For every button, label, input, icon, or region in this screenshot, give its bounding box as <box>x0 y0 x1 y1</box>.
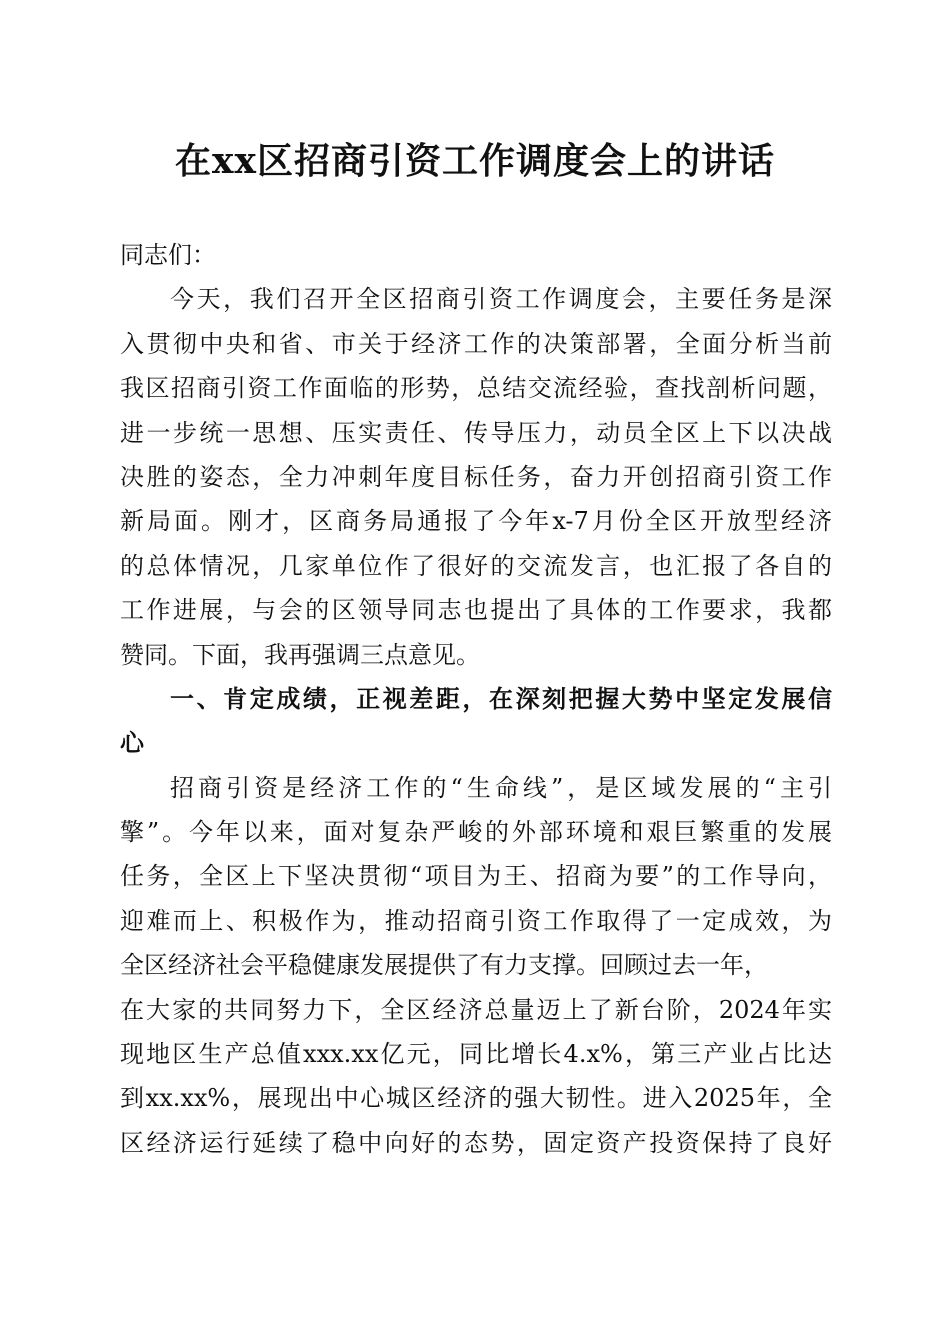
paragraph-1-line-5: 决胜的姿态，全力冲刺年度目标任务，奋力开创招商引资工作 <box>120 462 832 491</box>
paragraph-1-line-4: 进一步统一思想、压实责任、传导压力，动员全区上下以决战 <box>120 418 832 447</box>
paragraph-2-line-9: 区经济运行延续了稳中向好的态势，固定资产投资保持了良好 <box>120 1128 832 1157</box>
paragraph-1-line-2: 入贯彻中央和省、市关于经济工作的决策部署，全面分析当前 <box>120 329 832 358</box>
document-body <box>120 233 832 1165</box>
paragraph-1-line-7: 的总体情况，几家单位作了很好的交流发言，也汇报了各自的 <box>120 551 832 580</box>
paragraph-2-line-5: 全区经济社会平稳健康发展提供了有力支撑。回顾过去一年， <box>120 951 768 980</box>
paragraph-1-line-6: 新局面。刚才，区商务局通报了今年x-7月份全区开放型经济 <box>120 507 832 536</box>
paragraph-2-line-4: 迎难而上、积极作为，推动招商引资工作取得了一定成效，为 <box>120 906 832 935</box>
paragraph-1-line-3: 我区招商引资工作面临的形势，总结交流经验，查找剖析问题， <box>120 374 832 403</box>
paragraph-1-line-8: 工作进展，与会的区领导同志也提出了具体的工作要求，我都 <box>120 596 832 625</box>
section-heading-1-line-2: 心 <box>120 729 144 758</box>
document-title: 在xx区招商引资工作调度会上的讲话 <box>175 140 775 182</box>
salutation: 同志们： <box>120 241 216 269</box>
paragraph-2-line-3: 任务，全区上下坚决贯彻“项目为王、招商为要”的工作导向， <box>120 862 832 891</box>
paragraph-2-line-6: 在大家的共同努力下，全区经济总量迈上了新台阶，2024年实 <box>120 995 832 1024</box>
paragraph-2-line-1: 招商引资是经济工作的“生命线”，是区域发展的“主引 <box>170 773 832 802</box>
paragraph-2-line-8: 到xx.xx%，展现出中心城区经济的强大韧性。进入2025年，全 <box>120 1084 832 1113</box>
paragraph-2-line-2: 擎”。今年以来，面对复杂严峻的外部环境和艰巨繁重的发展 <box>120 818 832 847</box>
paragraph-1-line-1: 今天，我们召开全区招商引资工作调度会，主要任务是深 <box>170 285 832 314</box>
paragraph-1-line-9: 赞同。下面，我再强调三点意见。 <box>120 640 480 669</box>
section-heading-1-line-1: 一、肯定成绩，正视差距，在深刻把握大势中坚定发展信 <box>170 684 832 713</box>
paragraph-2-line-7: 现地区生产总值xxx.xx亿元，同比增长4.x%，第三产业占比达 <box>120 1040 832 1069</box>
